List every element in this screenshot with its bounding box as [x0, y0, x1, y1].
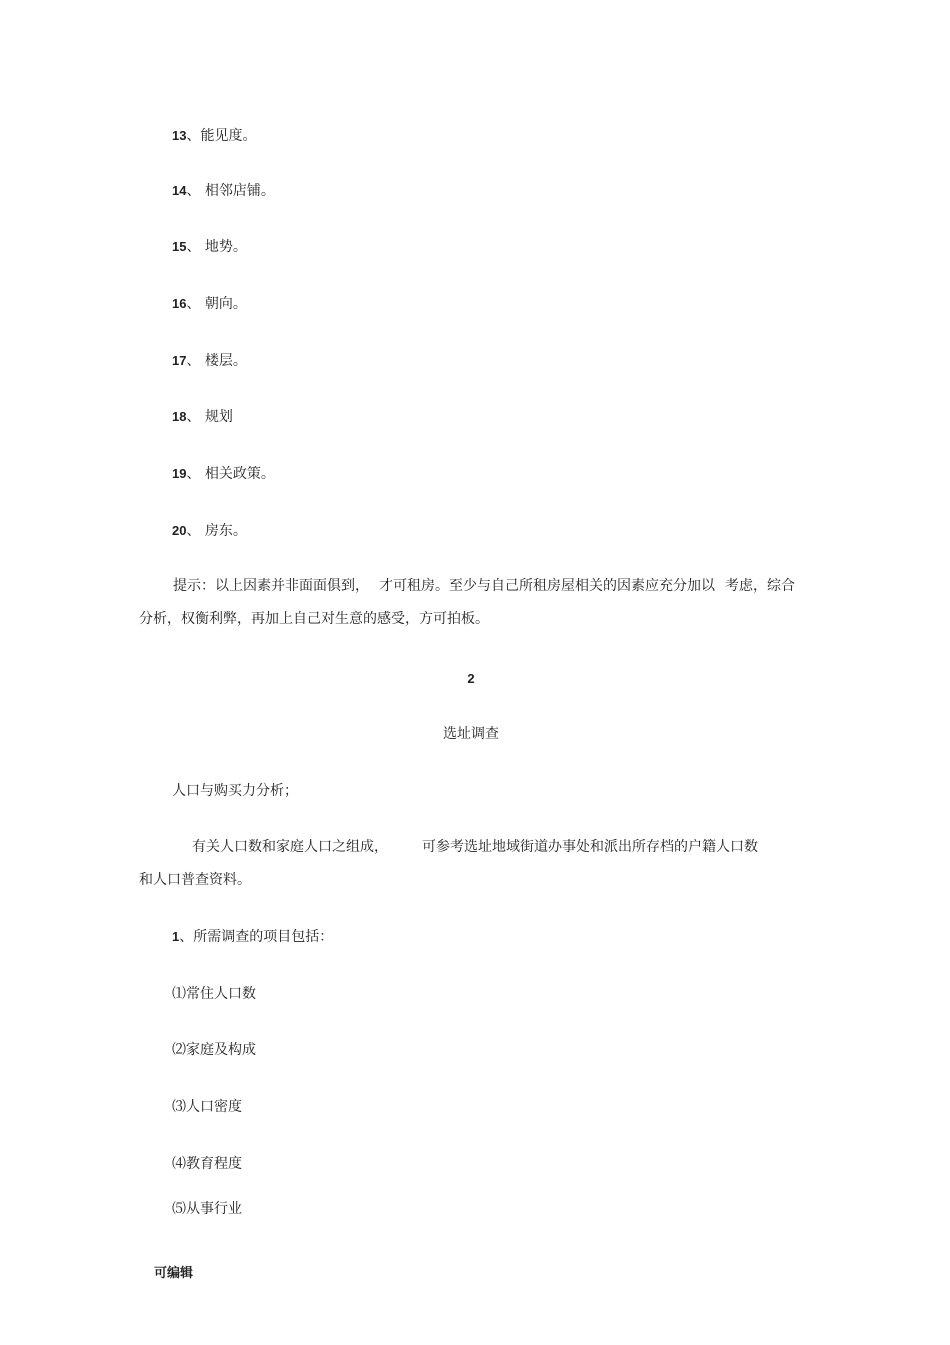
item-text: 能见度。	[200, 128, 257, 144]
item-separator: 、	[186, 239, 201, 255]
survey-heading-text: 、所需调查的项目包括：	[179, 929, 334, 945]
list-item	[172, 127, 256, 145]
item-number: 13	[172, 128, 187, 143]
item-number: 20	[172, 523, 187, 538]
survey-heading	[172, 928, 333, 946]
item-text: 房东。	[200, 523, 247, 539]
item-text: 规划	[200, 409, 233, 425]
survey-item: ⑸从事行业	[172, 1201, 242, 1217]
item-number: 16	[172, 296, 187, 311]
list-item	[172, 182, 275, 200]
survey-heading-number: 1	[172, 929, 180, 944]
item-text: 相关政策。	[200, 466, 275, 482]
item-separator: 、	[186, 353, 201, 369]
population-text-2: 可参考选址地域街道办事处和派出所存档的户籍人口数	[422, 839, 758, 855]
survey-item: ⑶人口密度	[172, 1099, 242, 1115]
tip-paragraph	[139, 570, 807, 636]
item-separator: 、	[186, 183, 201, 199]
tip-text-1: 提示：以上因素并非面面俱到，	[173, 578, 369, 594]
item-separator: 、	[186, 523, 201, 539]
population-text-1: 有关人口数和家庭人口之组成，	[192, 839, 388, 855]
population-text-3: 和人口普查资料。	[139, 872, 251, 888]
item-text: 楼层。	[200, 353, 247, 369]
item-separator: 、	[186, 409, 201, 425]
list-item	[172, 352, 247, 370]
item-number: 14	[172, 183, 187, 198]
footer-label: 可编辑	[154, 1265, 194, 1280]
item-number: 15	[172, 239, 187, 254]
survey-item: ⑴常住人口数	[172, 986, 256, 1002]
item-text: 地势。	[200, 239, 247, 255]
section-number: 2	[467, 671, 475, 686]
item-number: 17	[172, 353, 187, 368]
item-separator: 、	[186, 128, 201, 144]
list-item	[172, 465, 275, 483]
list-item	[172, 408, 233, 426]
item-separator: 、	[186, 466, 201, 482]
subheading: 人口与购买力分析；	[172, 783, 298, 799]
item-number: 18	[172, 409, 187, 424]
list-item	[172, 295, 247, 313]
list-item	[172, 522, 247, 540]
item-text: 朝向。	[200, 296, 247, 312]
tip-text-3: 考虑，综合分析，权衡利弊，再加上自己对生意的感受，方可拍板。	[139, 578, 795, 627]
item-text: 相邻店铺。	[200, 183, 275, 199]
tip-text-2: 才可租房。至少与自己所租房屋相关的因素应充分加以	[379, 578, 715, 594]
item-number: 19	[172, 466, 187, 481]
survey-item: ⑷教育程度	[172, 1156, 242, 1172]
population-text-line-1	[192, 838, 758, 856]
list-item	[172, 238, 247, 256]
survey-item: ⑵家庭及构成	[172, 1042, 256, 1058]
item-separator: 、	[186, 296, 201, 312]
section-title: 选址调查	[443, 726, 499, 742]
